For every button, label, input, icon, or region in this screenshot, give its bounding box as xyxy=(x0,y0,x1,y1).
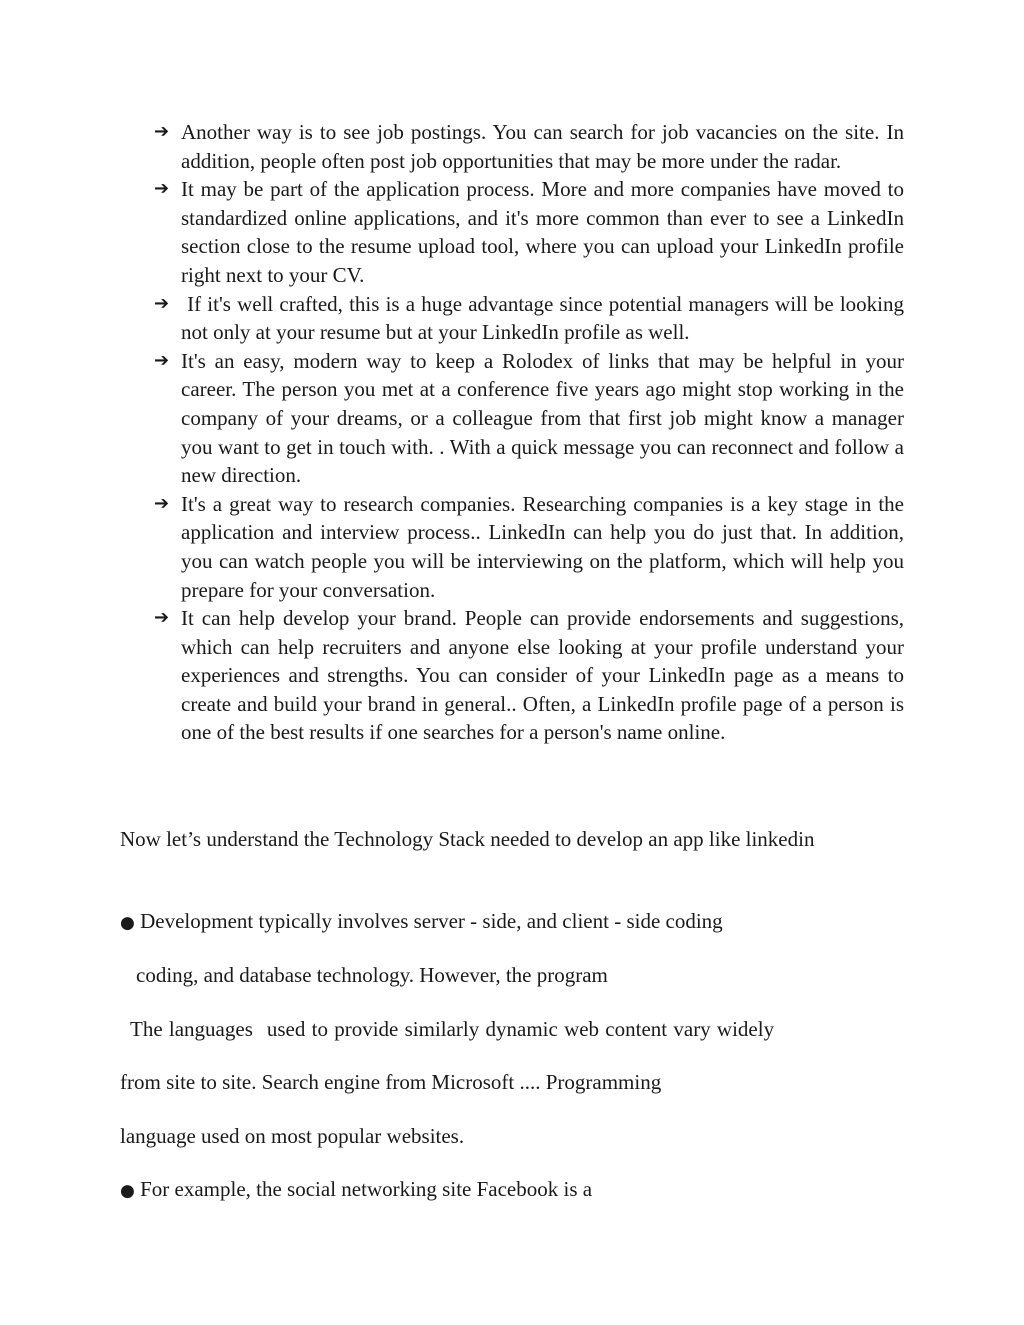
intro-paragraph: Now let’s understand the Technology Stack needed to develop an app like linkedin xyxy=(120,827,815,851)
coding-line: coding, and database technology. However, the program xyxy=(136,963,608,987)
languages-line-part-a: The languages xyxy=(130,1017,253,1041)
languages-line xyxy=(120,1015,914,1044)
arrow-icon: ➔ xyxy=(154,292,170,314)
bullet-application-process xyxy=(154,175,904,289)
bullet-text: Another way is to see job postings. You can search for job vacancies on the site. In addition, people often post job opportunities that may be more under the radar. xyxy=(181,120,904,173)
bullet-text: It may be part of the application process. More and more companies have moved to standardized online applications, and it's more common than ever to see a LinkedIn section close to the resume upload tool, where you can upload your LinkedIn profile right next to your CV. xyxy=(181,177,904,287)
bullet-well-crafted xyxy=(154,290,910,347)
arrow-icon: ➔ xyxy=(154,349,170,371)
bullet-text: It can help develop your brand. People can provide endorsements and suggestions, which can help recruiters and anyone else looking at your profile understand your experiences and strengths. You can consider of your LinkedIn page as a means to create and build your brand in general.. Often, a LinkedIn profile page of a person is one of the best results if one searches for a person's name online. xyxy=(181,606,904,745)
example-line-text: For example, the social networking site Facebook is a xyxy=(140,1177,593,1201)
example-line xyxy=(120,1175,904,1206)
dev-line-text: Development typically involves server - side, and client - side coding xyxy=(140,909,723,933)
bullet-job-postings xyxy=(154,118,904,175)
arrow-icon: ➔ xyxy=(154,492,170,514)
languages-line-part-b: used to provide similarly dynamic web content vary widely xyxy=(266,1017,775,1041)
bullet-research-companies xyxy=(154,490,904,604)
bullet-text: It's a great way to research companies. Researching companies is a key stage in the application and interview process.. LinkedIn can help you do just that. In addition, you can watch people you will be interviewing on the platform, which will help you prepare for your conversation. xyxy=(181,491,904,602)
arrow-icon: ➔ xyxy=(154,607,170,629)
site-line: from site to site. Search engine from Microsoft .... Programming xyxy=(120,1070,662,1094)
arrow-icon: ➔ xyxy=(154,178,170,200)
dot-bullet-icon: ● xyxy=(120,1181,135,1201)
bullet-text: If it's well crafted, this is a huge advantage since potential managers will be looking not only at your resume but at your LinkedIn profile as well. xyxy=(181,291,910,345)
bullet-rolodex xyxy=(154,347,904,490)
bullet-text: It's an easy, modern way to keep a Rolodex of links that may be helpful in your career. The person you met at a conference five years ago might stop working in the company of your dreams, or a colleague from that first job might know a manager you want to get in touch with. . With a quick message you can reconnect and follow a new direction. xyxy=(181,348,904,488)
bullet-brand xyxy=(154,604,904,747)
language-line: language used on most popular websites. xyxy=(120,1124,465,1148)
dev-line xyxy=(120,907,904,938)
dot-bullet-icon: ● xyxy=(120,913,135,933)
arrow-icon: ➔ xyxy=(154,121,170,142)
arrow-bullet-list xyxy=(154,118,910,747)
